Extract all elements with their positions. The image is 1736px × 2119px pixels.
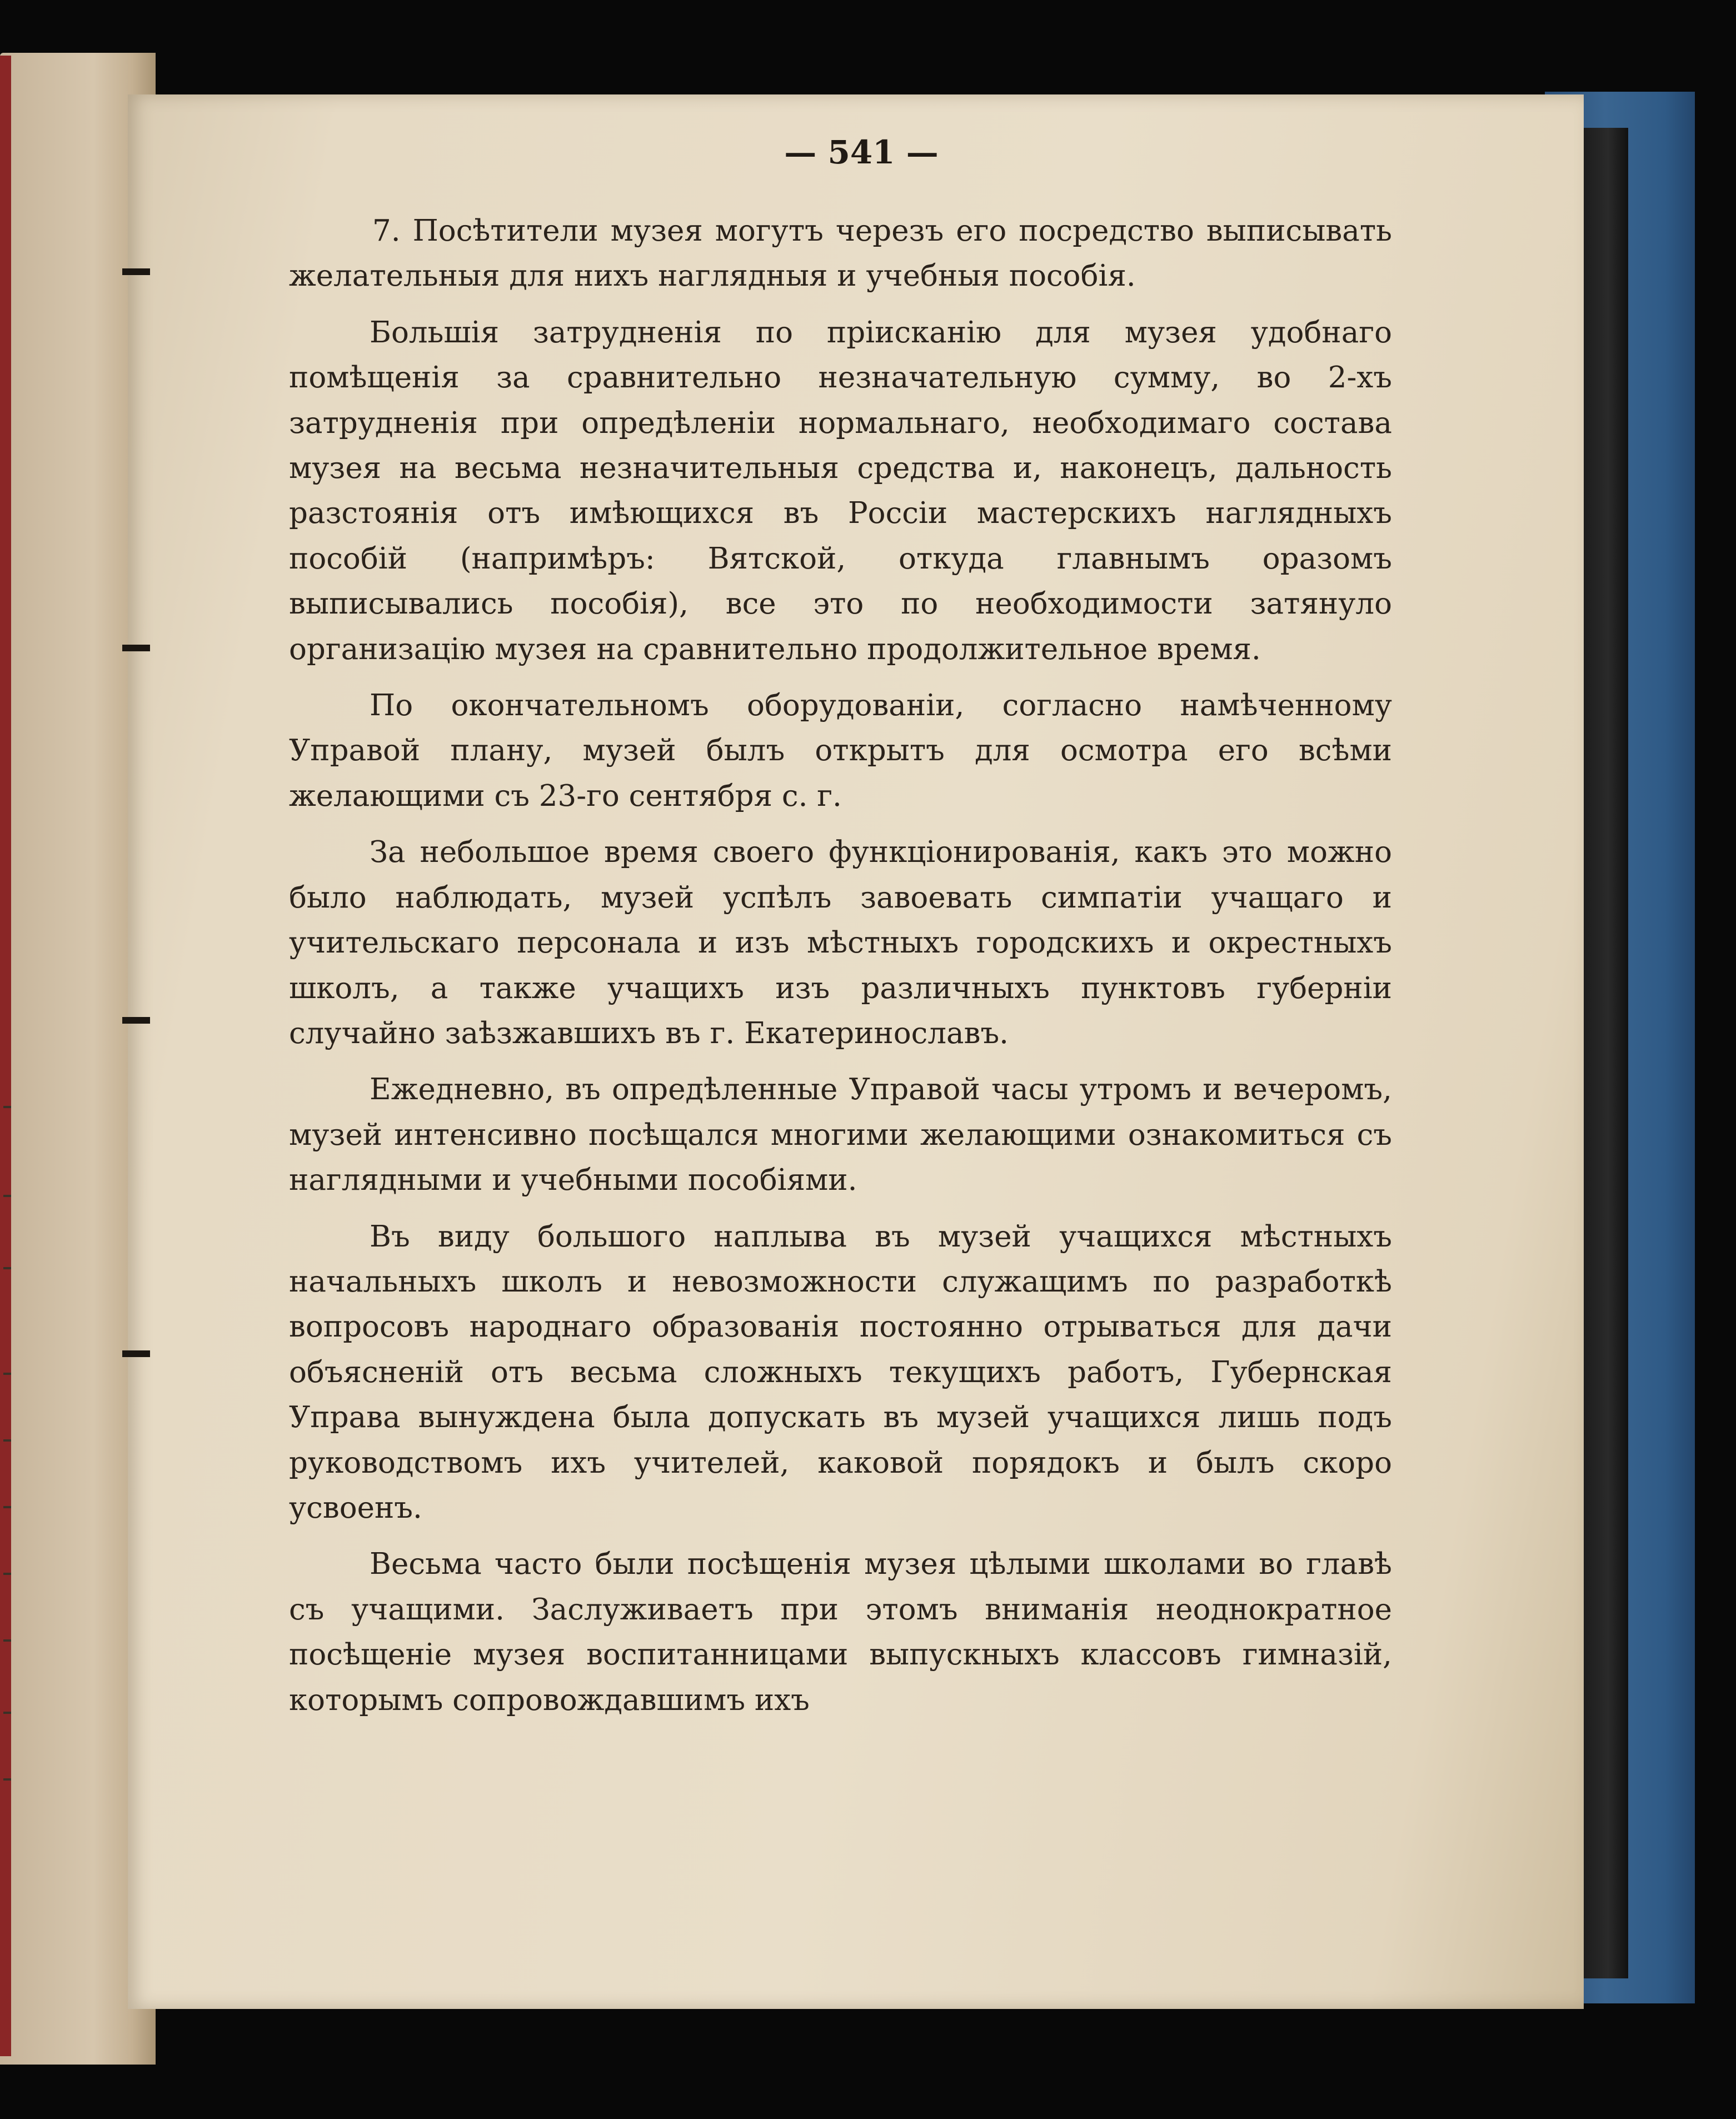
paragraph: 7. Посѣтители музея могутъ черезъ его посредство выписывать желательныя для нихъ наглядныя и учебныя пособія. [289,214,1392,293]
margin-mark [122,645,150,651]
page-text [289,208,1392,1734]
margin-mark [122,1350,150,1357]
paragraph: По окончательномъ оборудованіи, согласно намѣченному Управой плану, музей былъ открытъ для осмотра его всѣми желающими съ 23-го сентября с. г. [289,689,1392,813]
margin-mark [122,268,150,275]
margin-mark [122,1017,150,1024]
paragraph: Большія затрудненія по пріисканію для музея удобнаго помѣщенія за сравнительно незначательную сумму, во 2-хъ затрудненія при опредѣленіи нормальнаго, необходимаго состава музея на весьма незначительныя средства и, наконецъ, дальность разстоянія отъ имѣющихся въ Россіи мастерскихъ наглядныхъ пособій (напримѣръ: Вятской, откуда главнымъ оразомъ выписывались пособія), все это по необходимости затянуло организацію музея на сравнительно продолжительное время. [289,315,1392,666]
paragraph: Ежедневно, въ опредѣленные Управой часы утромъ и вечеромъ, музей интенсивно посѣщался многими желающими ознакомиться съ наглядными и учебными пособіями. [289,1073,1392,1198]
paragraph: Весьма часто были посѣщенія музея цѣлыми школами во главѣ съ учащими. Заслуживаетъ при этомъ вниманія неоднократное посѣщеніе музея воспитанницами выпускныхъ классовъ гимназій, которымъ сопровождавшимъ ихъ [289,1547,1392,1717]
page-number: — 541 — [784,133,939,171]
paragraph: За небольшое время своего функціонированія, какъ это можно было наблюдать, музей успѣлъ завоевать симпатіи учащаго и учительскаго персонала и изъ мѣстныхъ городскихъ и окрестныхъ школъ, а также учащихъ изъ различныхъ пунктовъ губерніи случайно заѣзжавшихъ въ г. Екатеринославъ. [289,835,1392,1050]
cover-inner-edge [1578,128,1628,1978]
paragraph: Въ виду большого наплыва въ музей учащихся мѣстныхъ начальныхъ школъ и невозможности служащимъ по разработкѣ вопросовъ народнаго образованія постоянно отрываться для дачи объясненій отъ весьма сложныхъ текущихъ работъ, Губернская Управа вынуждена была допускать въ музей учащихся лишь подъ руководствомъ ихъ учителей, каковой порядокъ и былъ скоро усвоенъ. [289,1219,1392,1525]
previous-page-margin-marks [0,1084,22,1806]
